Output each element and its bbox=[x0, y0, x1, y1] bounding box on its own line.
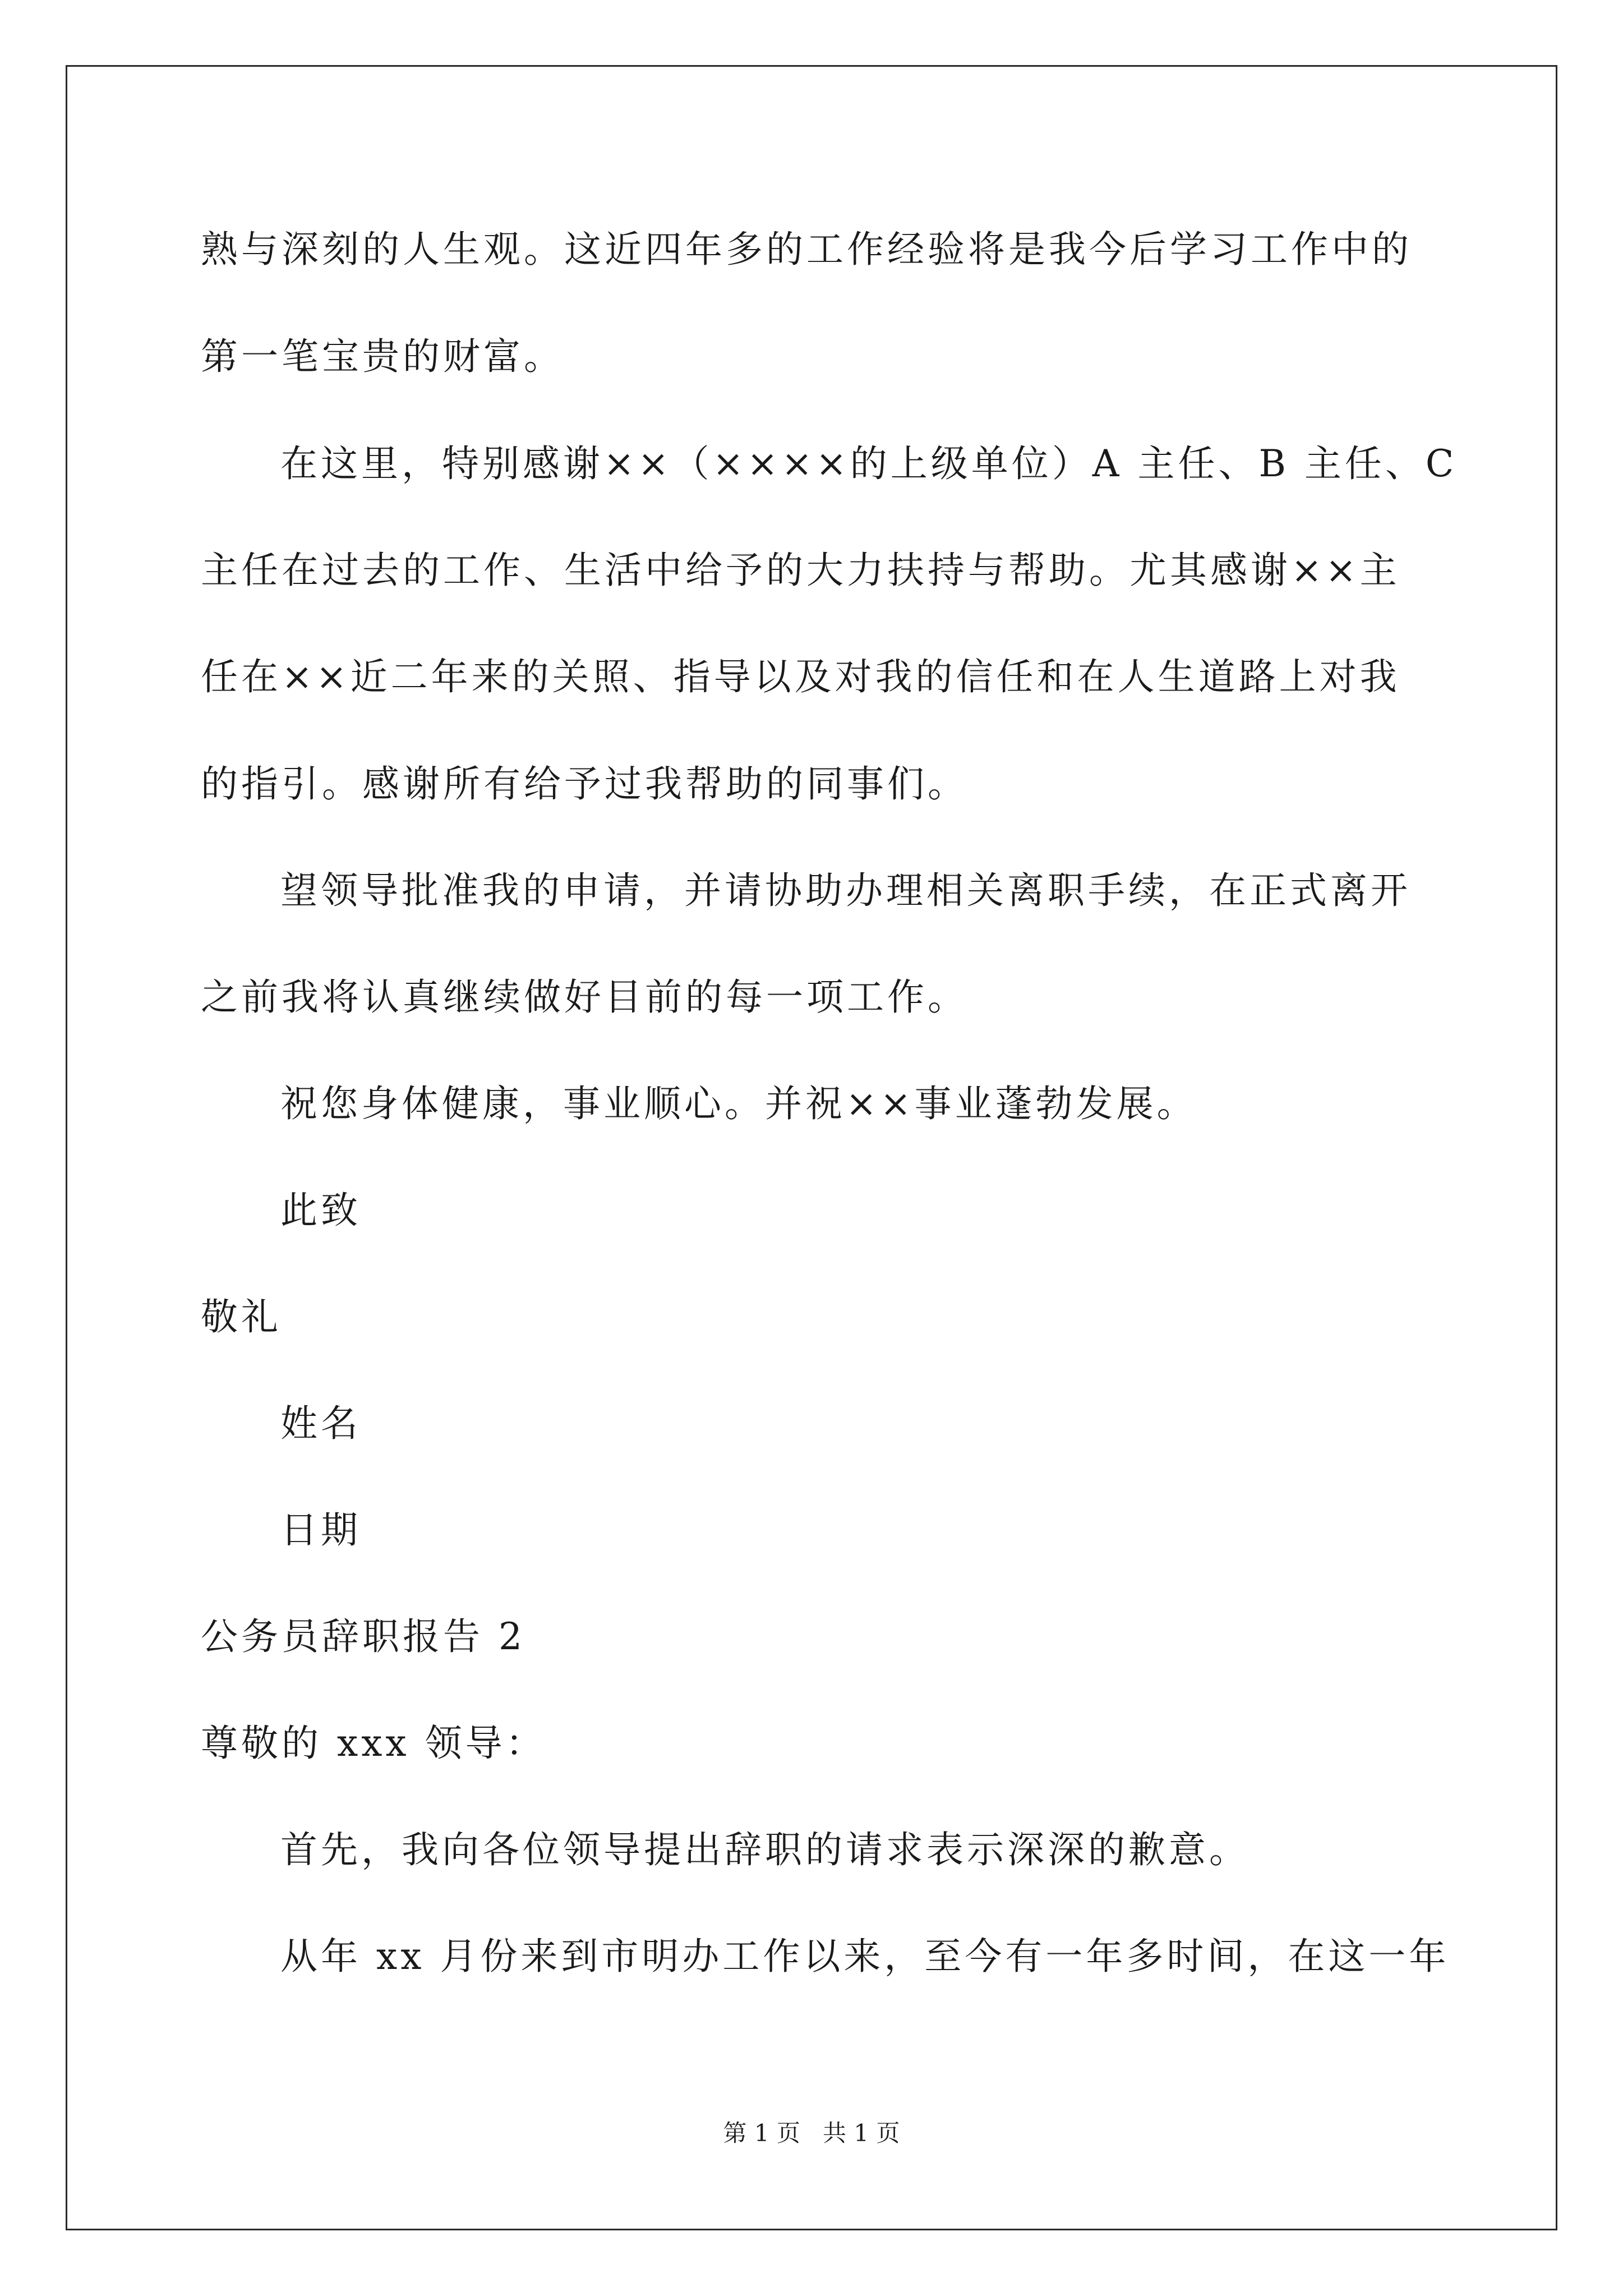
paragraph-request-start: 望领导批准我的申请，并请协助办理相关离职手续，在正式离开 bbox=[280, 869, 1411, 912]
page-border bbox=[66, 65, 1557, 2230]
body-text-line: 之前我将认真继续做好目前的每一项工作。 bbox=[201, 976, 968, 1019]
section-heading: 公务员辞职报告 2 bbox=[201, 1615, 525, 1658]
paragraph-wishes: 祝您身体健康，事业顺心。并祝××事业蓬勃发展。 bbox=[280, 1082, 1197, 1125]
letter-greeting: 尊敬的 xxx 领导： bbox=[201, 1722, 546, 1765]
page-footer: 第 1 页 共 1 页 bbox=[723, 2119, 900, 2147]
signature-name: 姓名 bbox=[280, 1402, 361, 1445]
body-text-line: 任在××近二年来的关照、指导以及对我的信任和在人生道路上对我 bbox=[201, 655, 1400, 698]
closing-salutation: 此致 bbox=[280, 1189, 361, 1232]
paragraph-background-start: 从年 xx 月份来到市明办工作以来，至今有一年多时间，在这一年 bbox=[280, 1935, 1450, 1978]
body-text-line: 主任在过去的工作、生活中给予的大力扶持与帮助。尤其感谢××主 bbox=[201, 549, 1400, 592]
signature-date: 日期 bbox=[280, 1508, 361, 1552]
paragraph-apology: 首先，我向各位领导提出辞职的请求表示深深的歉意。 bbox=[280, 1828, 1249, 1871]
paragraph-thanks-start: 在这里，特别感谢××（××××的上级单位）A 主任、B 主任、C bbox=[280, 442, 1458, 485]
body-text-line: 第一笔宝贵的财富。 bbox=[201, 335, 564, 378]
closing-respect: 敬礼 bbox=[201, 1295, 282, 1338]
body-text-line: 熟与深刻的人生观。这近四年多的工作经验将是我今后学习工作中的 bbox=[201, 228, 1412, 271]
body-text-line: 的指引。感谢所有给予过我帮助的同事们。 bbox=[201, 762, 968, 806]
